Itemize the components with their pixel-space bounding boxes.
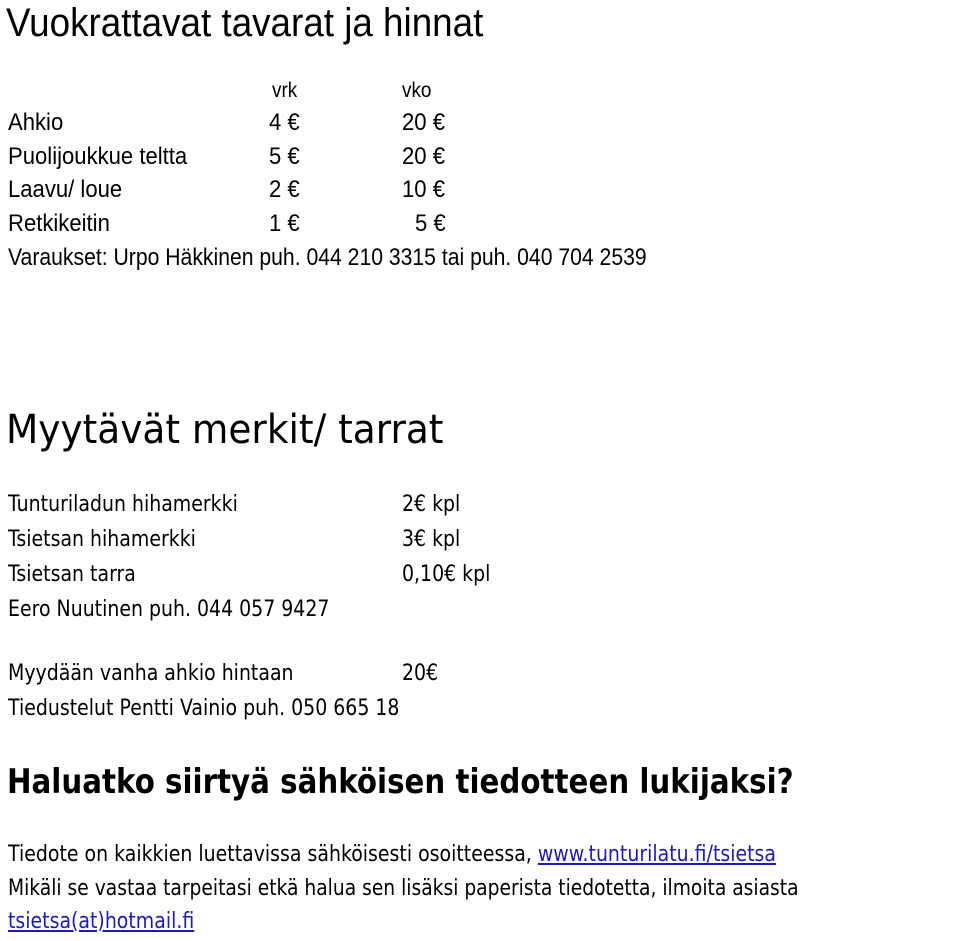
col-header-week: vko xyxy=(402,79,432,102)
rental-item-week-price: 10 € xyxy=(402,176,445,203)
rental-item-week-price: 20 € xyxy=(402,109,445,136)
badge-item-name: Tsietsan tarra xyxy=(8,562,136,587)
sale-price: 20€ xyxy=(402,661,439,686)
rental-item-name: Retkikeitin xyxy=(8,210,110,237)
rental-item-day-price: 1 € xyxy=(269,210,300,237)
newsletter-line-2: Mikäli se vastaa tarpeitasi etkä halua sen lisäksi paperista tiedotetta, ilmoita asiasta xyxy=(8,876,799,901)
sale-contact: Tiedustelut Pentti Vainio puh. 050 665 18 xyxy=(8,696,400,721)
rental-title: Vuokrattavat tavarat ja hinnat xyxy=(6,1,484,45)
newsletter-email-link[interactable]: tsietsa(at)hotmail.fi xyxy=(8,909,195,934)
badge-item-price: 3€ kpl xyxy=(402,527,461,552)
rental-item-day-price: 5 € xyxy=(269,143,300,170)
rental-item-day-price: 4 € xyxy=(269,109,300,136)
newsletter-line-1-text: Tiedote on kaikkien luettavissa sähköisesti osoitteessa, xyxy=(8,842,532,867)
rental-item-day-price: 2 € xyxy=(269,176,300,203)
rental-item-name: Laavu/ loue xyxy=(8,176,123,203)
rental-item-week-price: 5 € xyxy=(415,210,446,237)
newsletter-line-1 xyxy=(8,841,776,869)
badge-item-name: Tsietsan hihamerkki xyxy=(8,527,196,552)
badge-item-name: Tunturiladun hihamerkki xyxy=(8,492,238,517)
newsletter-title: Haluatko siirtyä sähköisen tiedotteen lukijaksi? xyxy=(7,762,794,802)
badge-item-price: 2€ kpl xyxy=(402,492,461,517)
badge-contact: Eero Nuutinen puh. 044 057 9427 xyxy=(8,597,330,622)
sale-text: Myydään vanha ahkio hintaan xyxy=(8,661,294,686)
reservation-contact: Varaukset: Urpo Häkkinen puh. 044 210 3315 tai puh. 040 704 2539 xyxy=(8,244,647,271)
badge-item-price: 0,10€ kpl xyxy=(402,562,491,587)
rental-item-week-price: 20 € xyxy=(402,143,445,170)
col-header-day: vrk xyxy=(272,79,298,102)
rental-item-name: Ahkio xyxy=(8,109,64,136)
badges-title: Myytävät merkit/ tarrat xyxy=(6,407,444,453)
newsletter-website-link[interactable]: www.tunturilatu.fi/tsietsa xyxy=(537,842,776,867)
rental-item-name: Puolijoukkue teltta xyxy=(8,143,188,170)
